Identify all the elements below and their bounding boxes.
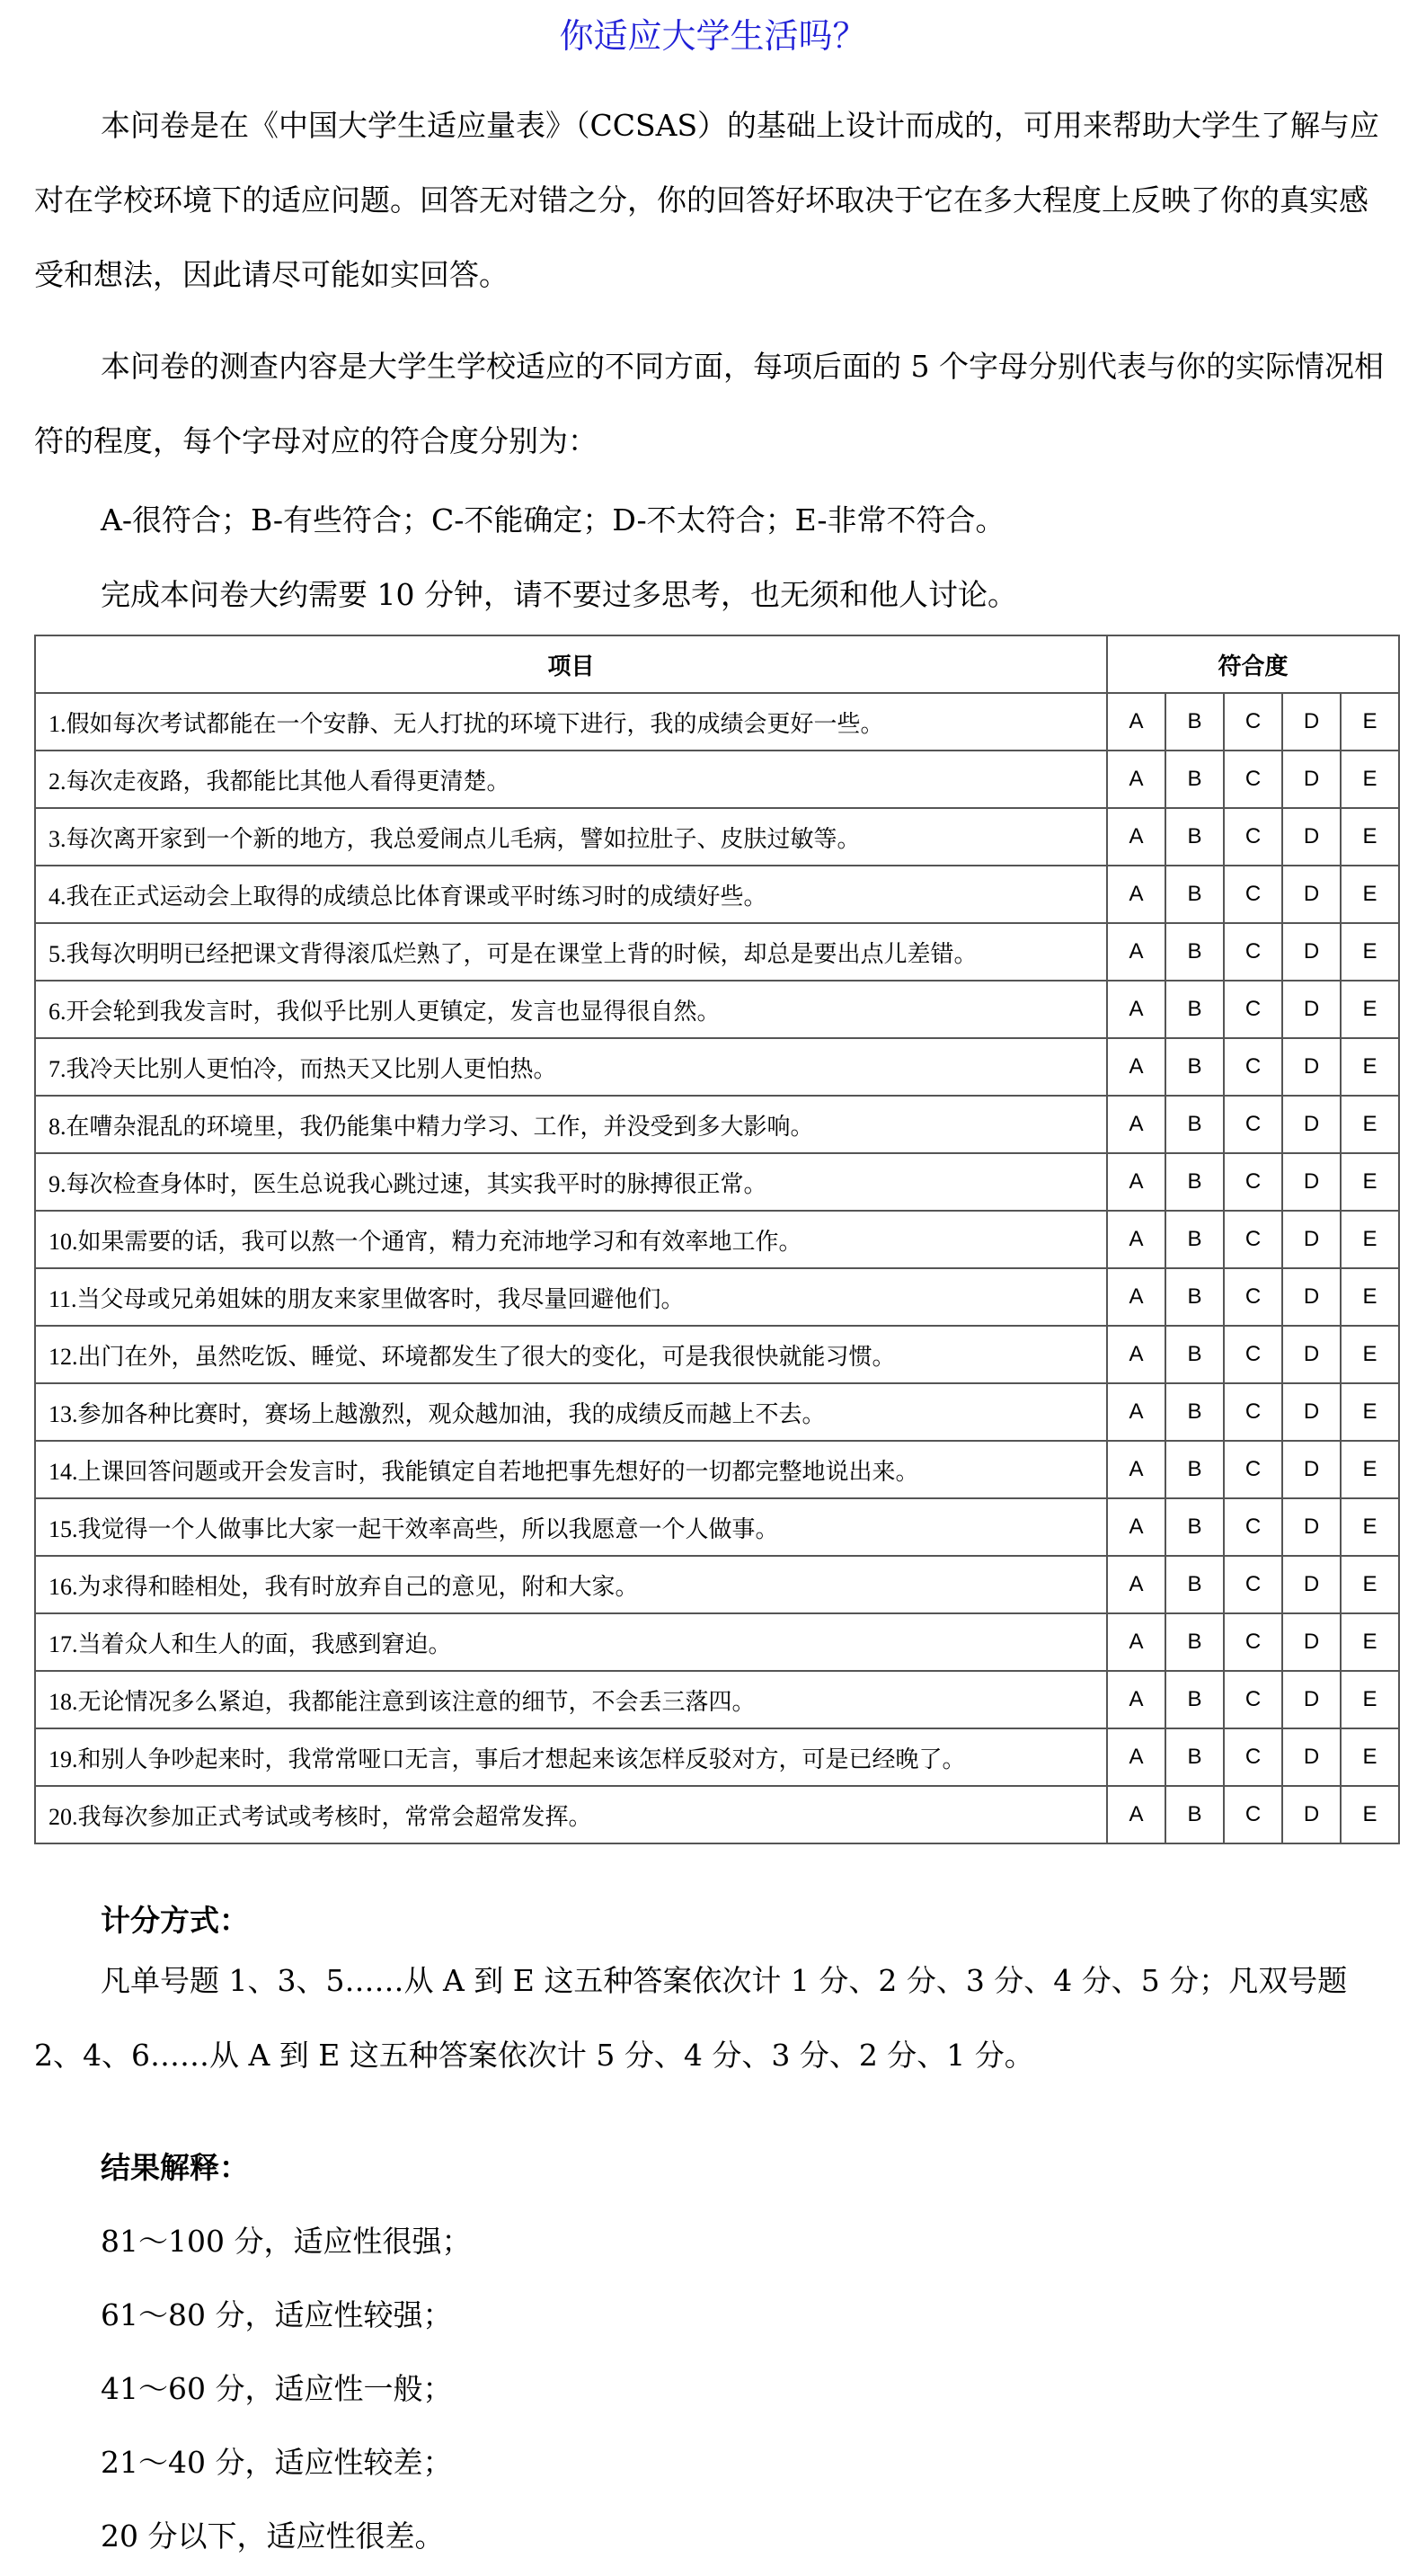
table-row bbox=[35, 1153, 1399, 1211]
question-text: 20.我每次参加正式考试或考核时，常常会超常发挥。 bbox=[35, 1786, 1107, 1843]
answer-option-d[interactable]: D bbox=[1282, 866, 1341, 923]
table-row bbox=[35, 1383, 1399, 1441]
answer-option-c[interactable]: C bbox=[1224, 1096, 1282, 1153]
answer-option-e[interactable]: E bbox=[1341, 1211, 1399, 1268]
answer-option-b[interactable]: B bbox=[1165, 1441, 1224, 1498]
answer-option-c[interactable]: C bbox=[1224, 751, 1282, 808]
question-text: 6.开会轮到我发言时，我似乎比别人更镇定，发言也显得很自然。 bbox=[35, 981, 1107, 1038]
table-row bbox=[35, 981, 1399, 1038]
result-level-2: 61～80 分，适应性较强； bbox=[101, 2297, 453, 2332]
answer-option-e[interactable]: E bbox=[1341, 1498, 1399, 1556]
answer-option-d[interactable]: D bbox=[1282, 1383, 1341, 1441]
question-text: 8.在嘈杂混乱的环境里，我仍能集中精力学习、工作，并没受到多大影响。 bbox=[35, 1096, 1107, 1153]
answer-option-c[interactable]: C bbox=[1224, 1498, 1282, 1556]
answer-option-a[interactable]: A bbox=[1107, 981, 1165, 1038]
answer-option-a[interactable]: A bbox=[1107, 923, 1165, 981]
answer-option-a[interactable]: A bbox=[1107, 1383, 1165, 1441]
survey-table-body bbox=[35, 693, 1399, 1843]
answer-option-d[interactable]: D bbox=[1282, 923, 1341, 981]
table-row bbox=[35, 923, 1399, 981]
answer-option-e[interactable]: E bbox=[1341, 1326, 1399, 1383]
answer-option-a[interactable]: A bbox=[1107, 1153, 1165, 1211]
answer-option-a[interactable]: A bbox=[1107, 866, 1165, 923]
answer-option-c[interactable]: C bbox=[1224, 1671, 1282, 1728]
answer-option-a[interactable]: A bbox=[1107, 1498, 1165, 1556]
table-row bbox=[35, 1211, 1399, 1268]
answer-option-d[interactable]: D bbox=[1282, 1498, 1341, 1556]
question-text: 4.我在正式运动会上取得的成绩总比体育课或平时练习时的成绩好些。 bbox=[35, 866, 1107, 923]
table-row bbox=[35, 1671, 1399, 1728]
answer-option-a[interactable]: A bbox=[1107, 808, 1165, 866]
answer-option-d[interactable]: D bbox=[1282, 1211, 1341, 1268]
question-text: 15.我觉得一个人做事比大家一起干效率高些，所以我愿意一个人做事。 bbox=[35, 1498, 1107, 1556]
question-text: 7.我冷天比别人更怕冷，而热天又比别人更怕热。 bbox=[35, 1038, 1107, 1096]
question-text: 10.如果需要的话，我可以熬一个通宵，精力充沛地学习和有效率地工作。 bbox=[35, 1211, 1107, 1268]
table-row bbox=[35, 1786, 1399, 1843]
answer-option-c[interactable]: C bbox=[1224, 1383, 1282, 1441]
answer-option-e[interactable]: E bbox=[1341, 1613, 1399, 1671]
answer-option-e[interactable]: E bbox=[1341, 1268, 1399, 1326]
answer-option-d[interactable]: D bbox=[1282, 1786, 1341, 1843]
column-header-degree: 符合度 bbox=[1107, 635, 1399, 693]
table-row bbox=[35, 1268, 1399, 1326]
answer-option-b[interactable]: B bbox=[1165, 1498, 1224, 1556]
answer-option-b[interactable]: B bbox=[1165, 923, 1224, 981]
answer-option-e[interactable]: E bbox=[1341, 1441, 1399, 1498]
answer-option-c[interactable]: C bbox=[1224, 808, 1282, 866]
answer-option-e[interactable]: E bbox=[1341, 1153, 1399, 1211]
question-text: 12.出门在外，虽然吃饭、睡觉、环境都发生了很大的变化，可是我很快就能习惯。 bbox=[35, 1326, 1107, 1383]
table-row bbox=[35, 751, 1399, 808]
question-text: 3.每次离开家到一个新的地方，我总爱闹点儿毛病，譬如拉肚子、皮肤过敏等。 bbox=[35, 808, 1107, 866]
completion-note: 完成本问卷大约需要 10 分钟，请不要过多思考，也无须和他人讨论。 bbox=[101, 577, 1017, 612]
answer-option-d[interactable]: D bbox=[1282, 1613, 1341, 1671]
answer-option-d[interactable]: D bbox=[1282, 1728, 1341, 1786]
answer-option-a[interactable]: A bbox=[1107, 693, 1165, 751]
answer-option-e[interactable]: E bbox=[1341, 1038, 1399, 1096]
answer-option-c[interactable]: C bbox=[1224, 1441, 1282, 1498]
answer-option-c[interactable]: C bbox=[1224, 1326, 1282, 1383]
answer-option-e[interactable]: E bbox=[1341, 1556, 1399, 1613]
table-row bbox=[35, 1498, 1399, 1556]
answer-option-e[interactable]: E bbox=[1341, 1671, 1399, 1728]
answer-option-c[interactable]: C bbox=[1224, 1153, 1282, 1211]
answer-option-d[interactable]: D bbox=[1282, 808, 1341, 866]
table-row bbox=[35, 693, 1399, 751]
answer-option-c[interactable]: C bbox=[1224, 1038, 1282, 1096]
answer-option-b[interactable]: B bbox=[1165, 1153, 1224, 1211]
question-text: 18.无论情况多么紧迫，我都能注意到该注意的细节，不会丢三落四。 bbox=[35, 1671, 1107, 1728]
answer-option-d[interactable]: D bbox=[1282, 981, 1341, 1038]
answer-option-d[interactable]: D bbox=[1282, 1441, 1341, 1498]
answer-option-b[interactable]: B bbox=[1165, 1383, 1224, 1441]
question-text: 9.每次检查身体时，医生总说我心跳过速，其实我平时的脉搏很正常。 bbox=[35, 1153, 1107, 1211]
question-text: 16.为求得和睦相处，我有时放弃自己的意见，附和大家。 bbox=[35, 1556, 1107, 1613]
answer-option-e[interactable]: E bbox=[1341, 693, 1399, 751]
results-heading: 结果解释： bbox=[101, 2150, 249, 2185]
answer-option-b[interactable]: B bbox=[1165, 1211, 1224, 1268]
answer-option-a[interactable]: A bbox=[1107, 1786, 1165, 1843]
answer-option-d[interactable]: D bbox=[1282, 1268, 1341, 1326]
answer-option-e[interactable]: E bbox=[1341, 808, 1399, 866]
answer-option-c[interactable]: C bbox=[1224, 1613, 1282, 1671]
answer-option-b[interactable]: B bbox=[1165, 1671, 1224, 1728]
answer-option-c[interactable]: C bbox=[1224, 1786, 1282, 1843]
answer-option-e[interactable]: E bbox=[1341, 866, 1399, 923]
answer-option-c[interactable]: C bbox=[1224, 693, 1282, 751]
answer-option-b[interactable]: B bbox=[1165, 981, 1224, 1038]
answer-option-a[interactable]: A bbox=[1107, 1326, 1165, 1383]
answer-option-b[interactable]: B bbox=[1165, 1038, 1224, 1096]
answer-option-c[interactable]: C bbox=[1224, 1556, 1282, 1613]
answer-option-e[interactable]: E bbox=[1341, 1383, 1399, 1441]
result-level-1: 81～100 分，适应性很强； bbox=[101, 2224, 472, 2259]
answer-option-a[interactable]: A bbox=[1107, 1441, 1165, 1498]
answer-option-e[interactable]: E bbox=[1341, 981, 1399, 1038]
intro-paragraph-2: 本问卷的测查内容是大学生学校适应的不同方面，每项后面的 5 个字母分别代表与你的实际情况相符的程度，每个字母对应的符合度分别为： bbox=[34, 349, 1384, 458]
answer-option-d[interactable]: D bbox=[1282, 693, 1341, 751]
intro-paragraph-1: 本问卷是在《中国大学生适应量表》（CCSAS）的基础上设计而成的，可用来帮助大学生了解与应对在学校环境下的适应问题。回答无对错之分，你的回答好坏取决于它在多大程度上反映了你的真实感受和想法，因此请尽可能如实回答。 bbox=[34, 108, 1380, 292]
table-row bbox=[35, 1096, 1399, 1153]
table-row bbox=[35, 1441, 1399, 1498]
answer-option-b[interactable]: B bbox=[1165, 1096, 1224, 1153]
answer-option-d[interactable]: D bbox=[1282, 1671, 1341, 1728]
answer-option-b[interactable]: B bbox=[1165, 693, 1224, 751]
question-text: 19.和别人争吵起来时，我常常哑口无言，事后才想起来该怎样反驳对方，可是已经晚了。 bbox=[35, 1728, 1107, 1786]
table-row bbox=[35, 1038, 1399, 1096]
answer-option-b[interactable]: B bbox=[1165, 808, 1224, 866]
result-level-4: 21～40 分，适应性较差； bbox=[101, 2445, 453, 2480]
question-text: 13.参加各种比赛时，赛场上越激烈，观众越加油，我的成绩反而越上不去。 bbox=[35, 1383, 1107, 1441]
answer-scale-legend: A-很符合；B-有些符合；C-不能确定；D-不太符合；E-非常不符合。 bbox=[101, 502, 1005, 537]
answer-option-a[interactable]: A bbox=[1107, 1613, 1165, 1671]
column-header-item: 项目 bbox=[35, 635, 1107, 693]
answer-option-e[interactable]: E bbox=[1341, 1096, 1399, 1153]
answer-option-b[interactable]: B bbox=[1165, 1728, 1224, 1786]
question-text: 17.当着众人和生人的面，我感到窘迫。 bbox=[35, 1613, 1107, 1671]
answer-option-d[interactable]: D bbox=[1282, 1153, 1341, 1211]
answer-option-b[interactable]: B bbox=[1165, 1786, 1224, 1843]
answer-option-d[interactable]: D bbox=[1282, 1556, 1341, 1613]
result-level-5: 20 分以下，适应性很差。 bbox=[101, 2518, 445, 2554]
answer-option-a[interactable]: A bbox=[1107, 1556, 1165, 1613]
answer-option-b[interactable]: B bbox=[1165, 1613, 1224, 1671]
answer-option-c[interactable]: C bbox=[1224, 1268, 1282, 1326]
table-header-row bbox=[35, 635, 1399, 693]
answer-option-a[interactable]: A bbox=[1107, 1096, 1165, 1153]
answer-option-e[interactable]: E bbox=[1341, 923, 1399, 981]
answer-option-b[interactable]: B bbox=[1165, 1268, 1224, 1326]
answer-option-a[interactable]: A bbox=[1107, 1268, 1165, 1326]
answer-option-e[interactable]: E bbox=[1341, 1786, 1399, 1843]
table-row bbox=[35, 866, 1399, 923]
question-text: 2.每次走夜路，我都能比其他人看得更清楚。 bbox=[35, 751, 1107, 808]
answer-option-b[interactable]: B bbox=[1165, 1326, 1224, 1383]
answer-option-e[interactable]: E bbox=[1341, 1728, 1399, 1786]
answer-option-c[interactable]: C bbox=[1224, 1211, 1282, 1268]
answer-option-a[interactable]: A bbox=[1107, 751, 1165, 808]
answer-option-c[interactable]: C bbox=[1224, 923, 1282, 981]
answer-option-d[interactable]: D bbox=[1282, 1096, 1341, 1153]
answer-option-d[interactable]: D bbox=[1282, 751, 1341, 808]
table-row bbox=[35, 808, 1399, 866]
answer-option-d[interactable]: D bbox=[1282, 1326, 1341, 1383]
table-row bbox=[35, 1326, 1399, 1383]
answer-option-a[interactable]: A bbox=[1107, 1211, 1165, 1268]
page-title: 你适应大学生活吗？ bbox=[559, 16, 867, 56]
survey-table bbox=[34, 635, 1400, 1844]
answer-option-c[interactable]: C bbox=[1224, 1728, 1282, 1786]
answer-option-a[interactable]: A bbox=[1107, 1038, 1165, 1096]
answer-option-c[interactable]: C bbox=[1224, 866, 1282, 923]
answer-option-c[interactable]: C bbox=[1224, 981, 1282, 1038]
scoring-text: 凡单号题 1、3、5……从 A 到 E 这五种答案依次计 1 分、2 分、3 分、4 分、5 分；凡双号题 2、4、6……从 A 到 E 这五种答案依次计 5 分、4 分、3 分、2 分、1 分。 bbox=[34, 1963, 1348, 2073]
question-text: 5.我每次明明已经把课文背得滚瓜烂熟了，可是在课堂上背的时候，却总是要出点儿差错。 bbox=[35, 923, 1107, 981]
answer-option-b[interactable]: B bbox=[1165, 1556, 1224, 1613]
table-row bbox=[35, 1613, 1399, 1671]
answer-option-b[interactable]: B bbox=[1165, 866, 1224, 923]
question-text: 14.上课回答问题或开会发言时，我能镇定自若地把事先想好的一切都完整地说出来。 bbox=[35, 1441, 1107, 1498]
scoring-heading: 计分方式： bbox=[101, 1903, 249, 1938]
answer-option-a[interactable]: A bbox=[1107, 1728, 1165, 1786]
question-text: 1.假如每次考试都能在一个安静、无人打扰的环境下进行，我的成绩会更好一些。 bbox=[35, 693, 1107, 751]
question-text: 11.当父母或兄弟姐妹的朋友来家里做客时，我尽量回避他们。 bbox=[35, 1268, 1107, 1326]
answer-option-d[interactable]: D bbox=[1282, 1038, 1341, 1096]
answer-option-a[interactable]: A bbox=[1107, 1671, 1165, 1728]
table-row bbox=[35, 1556, 1399, 1613]
table-row bbox=[35, 1728, 1399, 1786]
result-level-3: 41～60 分，适应性一般； bbox=[101, 2371, 453, 2406]
answer-option-e[interactable]: E bbox=[1341, 751, 1399, 808]
answer-option-b[interactable]: B bbox=[1165, 751, 1224, 808]
